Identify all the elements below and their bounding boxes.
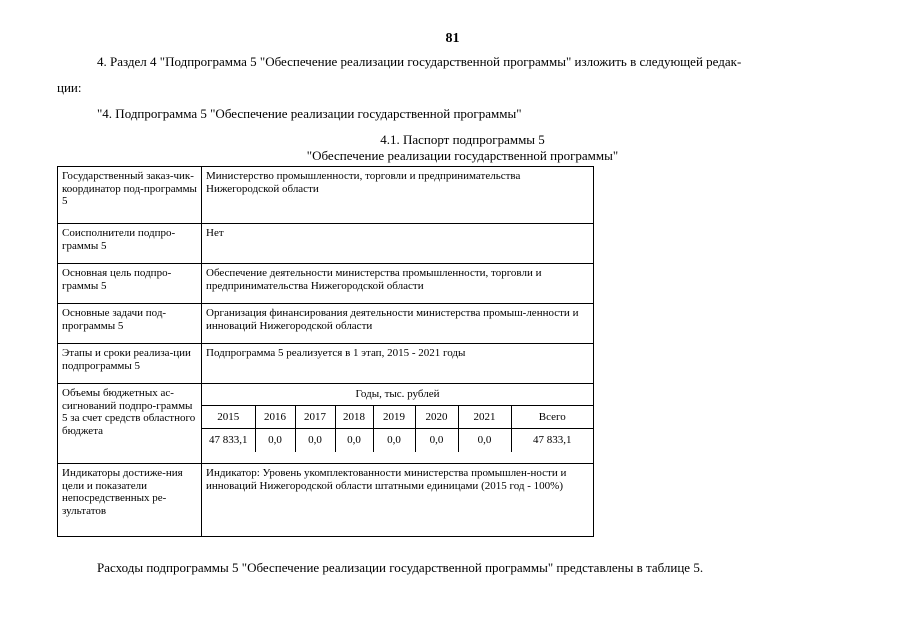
budget-years-row: [202, 406, 593, 429]
year-cell: 2019: [373, 406, 415, 429]
year-cell: 2021: [458, 406, 511, 429]
footer-paragraph: Расходы подпрограммы 5 "Обеспечение реализации государственной программы" представлены в таблице 5.: [97, 560, 704, 575]
row-label: Основные задачи под-программы 5: [58, 304, 202, 344]
budget-header: Годы, тыс. рублей: [202, 384, 593, 406]
value-cell: 0,0: [458, 429, 511, 453]
total-header-cell: Всего: [511, 406, 593, 429]
indicators-row: [58, 464, 594, 537]
value-cell: 0,0: [373, 429, 415, 453]
value-cell: 0,0: [295, 429, 335, 453]
indicators-label: Индикаторы достиже-ния цели и показатели непосредственных ре-зультатов: [58, 464, 202, 537]
value-cell: 47 833,1: [202, 429, 255, 453]
intro-paragraph-line2: ции:: [57, 80, 82, 95]
year-cell: 2016: [255, 406, 295, 429]
year-cell: 2017: [295, 406, 335, 429]
table-row: [58, 344, 594, 384]
budget-row: [58, 384, 594, 464]
table-title-line2: "Обеспечение реализации государственной программы": [306, 148, 619, 163]
total-value-cell: 47 833,1: [511, 429, 593, 453]
row-value: Организация финансирования деятельности министерства промыш-ленности и инноваций Нижегородской области: [202, 304, 594, 344]
row-label: Этапы и сроки реализа-ции подпрограммы 5: [58, 344, 202, 384]
row-value: Нет: [202, 224, 594, 264]
intro-paragraph-line1: 4. Раздел 4 "Подпрограмма 5 "Обеспечение реализации государственной программы" изложить в следующей редак-: [97, 54, 742, 69]
row-value: Министерство промышленности, торговли и предпринимательства Нижегородской области: [202, 167, 594, 224]
year-cell: 2020: [415, 406, 458, 429]
indicators-value: Индикатор: Уровень укомплектованности министерства промышлен-ности и инноваций Нижегородской области штатными единицами (2015 год - 100%): [202, 464, 594, 537]
budget-cell: [202, 384, 594, 464]
passport-table: [57, 166, 594, 537]
year-cell: 2015: [202, 406, 255, 429]
table-row: [58, 167, 594, 224]
budget-header-row: [202, 384, 593, 406]
section-heading: "4. Подпрограмма 5 "Обеспечение реализации государственной программы": [97, 106, 522, 121]
budget-values-row: [202, 429, 593, 453]
budget-label: Объемы бюджетных ас-сигнований подпро-граммы 5 за счет средств областного бюджета: [58, 384, 202, 464]
table-row: [58, 264, 594, 304]
row-label: Соисполнители подпро-граммы 5: [58, 224, 202, 264]
table-row: [58, 224, 594, 264]
year-cell: 2018: [335, 406, 373, 429]
row-value: Обеспечение деятельности министерства промышленности, торговли и предпринимательства Нижегородской области: [202, 264, 594, 304]
value-cell: 0,0: [255, 429, 295, 453]
row-label: Государственный заказ-чик-координатор под-программы 5: [58, 167, 202, 224]
page-number: 81: [445, 31, 460, 46]
table-title-line1: 4.1. Паспорт подпрограммы 5: [380, 132, 545, 147]
value-cell: 0,0: [415, 429, 458, 453]
value-cell: 0,0: [335, 429, 373, 453]
row-value: Подпрограмма 5 реализуется в 1 этап, 2015 - 2021 годы: [202, 344, 594, 384]
row-label: Основная цель подпро-граммы 5: [58, 264, 202, 304]
budget-table: [202, 384, 593, 452]
table-row: [58, 304, 594, 344]
